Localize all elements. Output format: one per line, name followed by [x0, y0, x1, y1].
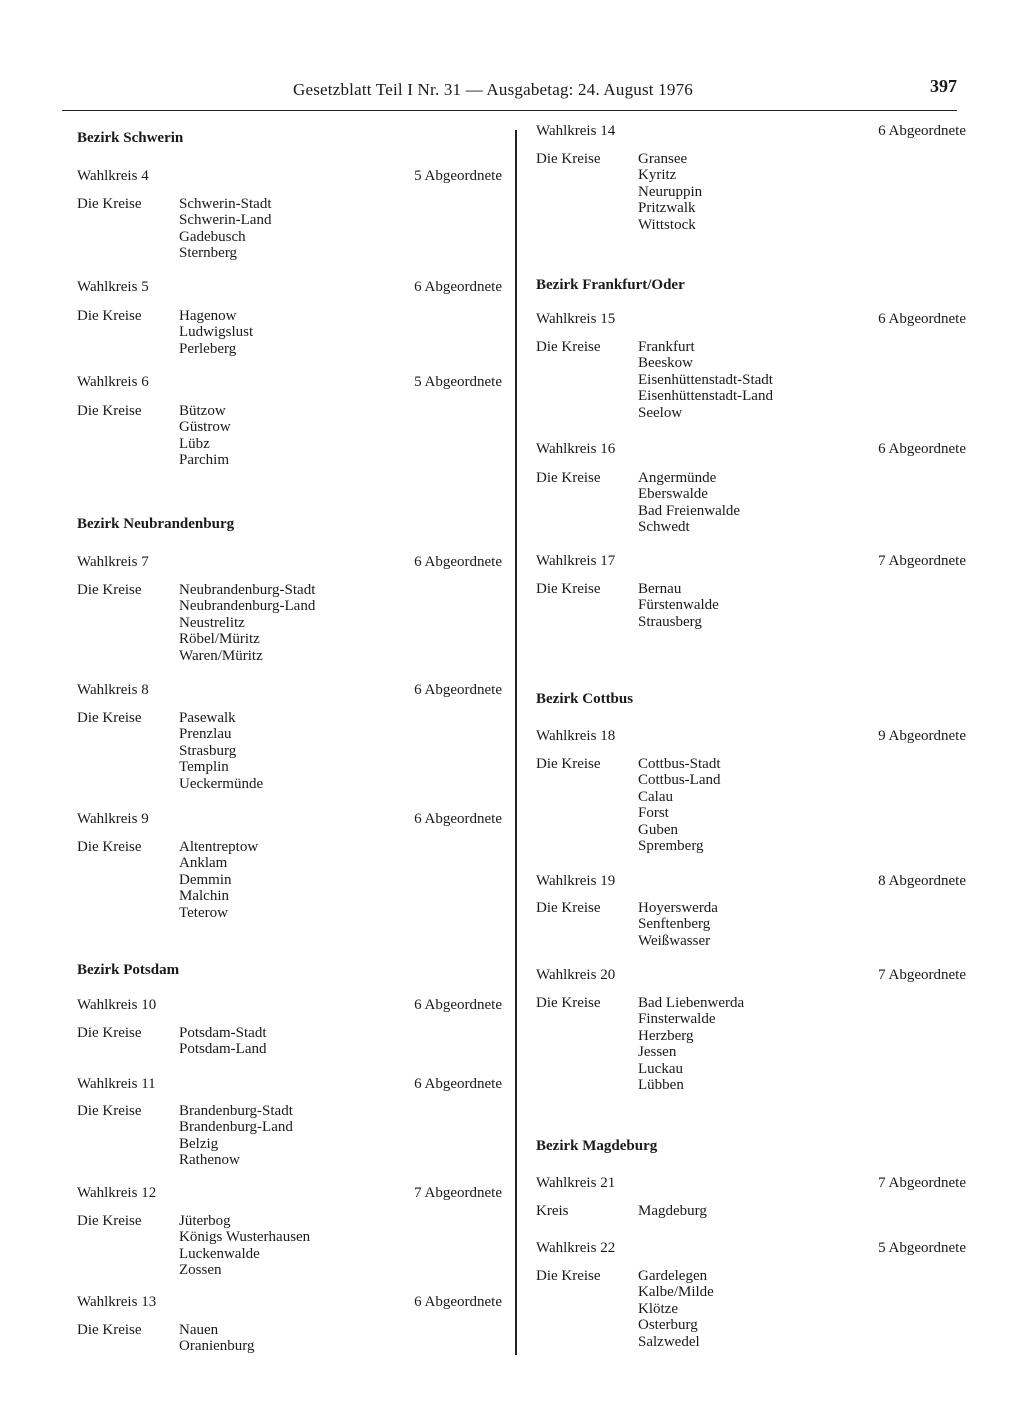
kreis-item: Luckau	[638, 1060, 683, 1077]
kreise-label: Die Kreise	[536, 151, 601, 167]
wahlkreis-row	[77, 168, 502, 188]
kreise-label: Die Kreise	[536, 1268, 601, 1284]
bezirk-heading: Bezirk Frankfurt/Oder	[536, 277, 685, 293]
kreise-label: Die Kreise	[77, 1322, 142, 1338]
kreis-item: Belzig	[179, 1135, 219, 1152]
kreis-item: Pritzwalk	[638, 200, 696, 217]
wahlkreis-name: Wahlkreis 18	[536, 728, 616, 744]
kreise-list	[638, 151, 702, 233]
kreise-label: Die Kreise	[536, 339, 601, 355]
abgeordnete-count: 5 Abgeordnete	[414, 374, 502, 390]
kreis-item: Guben	[638, 821, 678, 838]
kreis-item: Cottbus-Stadt	[638, 756, 721, 772]
kreis-item: Waren/Müritz	[179, 647, 263, 664]
kreis-item: Forst	[638, 805, 669, 822]
wahlkreis-row	[536, 311, 966, 331]
wahlkreis-row	[77, 811, 502, 831]
kreis-item: Rathenow	[179, 1152, 240, 1169]
kreise-list	[179, 839, 258, 921]
bezirk-heading: Bezirk Schwerin	[77, 130, 184, 146]
wahlkreis-name: Wahlkreis 21	[536, 1175, 616, 1191]
abgeordnete-count: 7 Abgeordnete	[878, 1175, 966, 1191]
kreis-item: Sternberg	[179, 245, 238, 262]
wahlkreis-name: Wahlkreis 11	[77, 1076, 156, 1092]
wahlkreis-name: Wahlkreis 7	[77, 554, 149, 570]
kreise-list	[638, 1268, 714, 1350]
wahlkreis-name: Wahlkreis 12	[77, 1185, 157, 1201]
kreise-list	[638, 756, 721, 854]
kreis-item: Brandenburg-Stadt	[179, 1103, 293, 1119]
kreis-item: Perleberg	[179, 340, 237, 357]
kreis-item: Neubrandenburg-Stadt	[179, 582, 316, 598]
kreise-list	[638, 581, 719, 630]
abgeordnete-count: 6 Abgeordnete	[414, 279, 502, 295]
kreis-item: Angermünde	[638, 470, 717, 486]
kreise-label: Die Kreise	[77, 308, 142, 324]
kreise-label: Die Kreise	[77, 196, 142, 212]
kreise-list	[638, 339, 773, 421]
wahlkreis-name: Wahlkreis 10	[77, 997, 157, 1013]
wahlkreis-name: Wahlkreis 17	[536, 553, 616, 569]
column-divider	[515, 130, 517, 1355]
kreis-item: Schwerin-Stadt	[179, 196, 272, 212]
wahlkreis-name: Wahlkreis 13	[77, 1294, 157, 1310]
kreise-list	[179, 403, 231, 469]
kreis-item: Oranienburg	[179, 1338, 255, 1355]
kreis-item: Malchin	[179, 888, 229, 905]
kreis-item: Weißwasser	[638, 932, 711, 949]
kreis-item: Herzberg	[638, 1027, 694, 1044]
wahlkreis-name: Wahlkreis 9	[77, 811, 149, 827]
wahlkreis-row	[536, 441, 966, 461]
kreis-item: Gardelegen	[638, 1268, 708, 1284]
kreise-list	[179, 710, 263, 792]
page-header	[62, 76, 957, 111]
wahlkreis-row	[536, 123, 966, 143]
wahlkreis-name: Wahlkreis 4	[77, 168, 149, 184]
kreise-label: Die Kreise	[536, 581, 601, 597]
kreis-item: Gadebusch	[179, 228, 246, 245]
abgeordnete-count: 6 Abgeordnete	[414, 1294, 502, 1310]
abgeordnete-count: 8 Abgeordnete	[878, 873, 966, 889]
kreis-item: Königs Wusterhausen	[179, 1229, 311, 1246]
abgeordnete-count: 6 Abgeordnete	[414, 811, 502, 827]
kreise-label: Die Kreise	[536, 756, 601, 772]
kreis-item: Bad Liebenwerda	[638, 995, 745, 1011]
kreis-item: Hoyerswerda	[638, 900, 718, 916]
abgeordnete-count: 5 Abgeordnete	[414, 168, 502, 184]
abgeordnete-count: 6 Abgeordnete	[414, 682, 502, 698]
wahlkreis-row	[77, 1294, 502, 1314]
bezirk-heading: Bezirk Magdeburg	[536, 1138, 658, 1154]
wahlkreis-name: Wahlkreis 14	[536, 123, 616, 139]
kreis-item: Lübben	[638, 1076, 684, 1093]
header-title: Gesetzblatt Teil I Nr. 31 — Ausgabetag: 24. August 1976	[293, 80, 693, 99]
bezirk-heading: Bezirk Potsdam	[77, 962, 180, 978]
kreis-item: Zossen	[179, 1262, 222, 1279]
page-number: 397	[930, 76, 957, 96]
kreis-item: Fürstenwalde	[638, 597, 719, 614]
kreis-item: Gransee	[638, 151, 688, 167]
kreis-item: Beeskow	[638, 355, 693, 372]
wahlkreis-name: Wahlkreis 19	[536, 873, 616, 889]
kreis-item: Demmin	[179, 871, 232, 888]
wahlkreis-row	[536, 553, 966, 573]
kreis-item: Ueckermünde	[179, 775, 264, 792]
kreis-item: Frankfurt	[638, 339, 695, 355]
kreis-item: Altentreptow	[179, 839, 259, 855]
kreis-item: Strasburg	[179, 742, 237, 759]
kreise-label: Die Kreise	[536, 470, 601, 486]
kreise-label: Die Kreise	[536, 995, 601, 1011]
kreise-list	[638, 995, 744, 1093]
wahlkreis-name: Wahlkreis 16	[536, 441, 616, 457]
wahlkreis-row	[77, 1076, 502, 1096]
kreis-item: Neustrelitz	[179, 614, 245, 631]
kreis-item: Jüterbog	[179, 1213, 231, 1229]
kreise-list	[179, 196, 271, 262]
bezirk-heading: Bezirk Cottbus	[536, 691, 634, 707]
wahlkreis-name: Wahlkreis 22	[536, 1240, 616, 1256]
kreise-list	[638, 1203, 707, 1219]
kreis-item: Wittstock	[638, 216, 696, 233]
abgeordnete-count: 6 Abgeordnete	[414, 997, 502, 1013]
kreis-item: Eisenhüttenstadt-Stadt	[638, 371, 773, 388]
kreise-label: Die Kreise	[77, 1025, 142, 1041]
kreis-item: Hagenow	[179, 308, 237, 324]
abgeordnete-count: 6 Abgeordnete	[414, 554, 502, 570]
kreis-item: Anklam	[179, 855, 228, 872]
kreis-item: Seelow	[638, 404, 683, 421]
abgeordnete-count: 6 Abgeordnete	[878, 311, 966, 327]
wahlkreis-row	[77, 997, 502, 1017]
kreis-item: Lübz	[179, 435, 210, 452]
kreis-item: Cottbus-Land	[638, 772, 721, 789]
abgeordnete-count: 5 Abgeordnete	[878, 1240, 966, 1256]
kreis-item: Bernau	[638, 581, 682, 597]
kreis-item: Finsterwalde	[638, 1011, 716, 1028]
kreis-item: Klötze	[638, 1300, 678, 1317]
bezirk-heading: Bezirk Neubrandenburg	[77, 516, 235, 532]
kreis-item: Kyritz	[638, 167, 677, 184]
wahlkreis-name: Wahlkreis 8	[77, 682, 149, 698]
kreise-list	[179, 1103, 293, 1169]
kreis-item: Schwedt	[638, 519, 690, 536]
kreis-item: Potsdam-Stadt	[179, 1025, 267, 1041]
kreis-item: Schwerin-Land	[179, 212, 272, 229]
kreise-list	[179, 582, 315, 664]
wahlkreis-name: Wahlkreis 6	[77, 374, 149, 390]
kreis-item: Spremberg	[638, 837, 704, 854]
kreis-item: Güstrow	[179, 419, 231, 436]
abgeordnete-count: 6 Abgeordnete	[878, 123, 966, 139]
kreise-list	[179, 1025, 267, 1058]
kreis-item: Luckenwalde	[179, 1245, 260, 1262]
abgeordnete-count: 6 Abgeordnete	[414, 1076, 502, 1092]
kreis-item: Kalbe/Milde	[638, 1284, 714, 1301]
kreis-item: Ludwigslust	[179, 324, 254, 341]
kreis-item: Strausberg	[638, 613, 702, 630]
abgeordnete-count: 6 Abgeordnete	[878, 441, 966, 457]
kreise-list	[179, 308, 253, 357]
kreise-label: Die Kreise	[77, 1103, 142, 1119]
kreise-list	[638, 900, 718, 949]
abgeordnete-count: 7 Abgeordnete	[878, 553, 966, 569]
wahlkreis-name: Wahlkreis 15	[536, 311, 616, 327]
kreis-item: Salzwedel	[638, 1333, 700, 1350]
kreise-label: Kreis	[536, 1203, 569, 1219]
wahlkreis-row	[536, 873, 966, 893]
wahlkreis-name: Wahlkreis 5	[77, 279, 149, 295]
kreis-item: Templin	[179, 759, 229, 776]
wahlkreis-row	[77, 682, 502, 702]
kreise-list	[638, 470, 740, 536]
kreis-item: Bützow	[179, 403, 226, 419]
kreis-item: Jessen	[638, 1044, 677, 1061]
kreise-list	[179, 1322, 255, 1355]
kreis-item: Pasewalk	[179, 710, 236, 726]
kreis-item: Osterburg	[638, 1317, 698, 1334]
kreis-item: Nauen	[179, 1322, 219, 1338]
kreis-item: Magdeburg	[638, 1203, 707, 1219]
kreis-item: Potsdam-Land	[179, 1041, 267, 1058]
kreis-item: Brandenburg-Land	[179, 1119, 293, 1136]
kreis-item: Neuruppin	[638, 183, 703, 200]
abgeordnete-count: 7 Abgeordnete	[414, 1185, 502, 1201]
kreise-label: Die Kreise	[77, 403, 142, 419]
kreis-item: Teterow	[179, 904, 228, 921]
wahlkreis-row	[536, 728, 966, 748]
abgeordnete-count: 7 Abgeordnete	[878, 967, 966, 983]
kreise-label: Die Kreise	[77, 839, 142, 855]
kreis-item: Eberswalde	[638, 486, 708, 503]
wahlkreis-name: Wahlkreis 20	[536, 967, 616, 983]
kreis-item: Parchim	[179, 452, 229, 469]
kreise-label: Die Kreise	[536, 900, 601, 916]
wahlkreis-row	[536, 967, 966, 987]
kreis-item: Röbel/Müritz	[179, 631, 260, 648]
kreis-item: Eisenhüttenstadt-Land	[638, 388, 773, 405]
wahlkreis-row	[77, 554, 502, 574]
wahlkreis-row	[536, 1240, 966, 1260]
kreis-item: Prenzlau	[179, 726, 232, 743]
kreis-item: Senftenberg	[638, 916, 711, 933]
kreise-label: Die Kreise	[77, 582, 142, 598]
wahlkreis-row	[77, 374, 502, 394]
kreise-label: Die Kreise	[77, 1213, 142, 1229]
kreis-item: Neubrandenburg-Land	[179, 598, 316, 615]
wahlkreis-row	[536, 1175, 966, 1195]
abgeordnete-count: 9 Abgeordnete	[878, 728, 966, 744]
wahlkreis-row	[77, 279, 502, 299]
wahlkreis-row	[77, 1185, 502, 1205]
kreis-item: Calau	[638, 788, 673, 805]
kreis-item: Bad Freienwalde	[638, 502, 741, 519]
kreise-label: Die Kreise	[77, 710, 142, 726]
kreise-list	[179, 1213, 310, 1279]
